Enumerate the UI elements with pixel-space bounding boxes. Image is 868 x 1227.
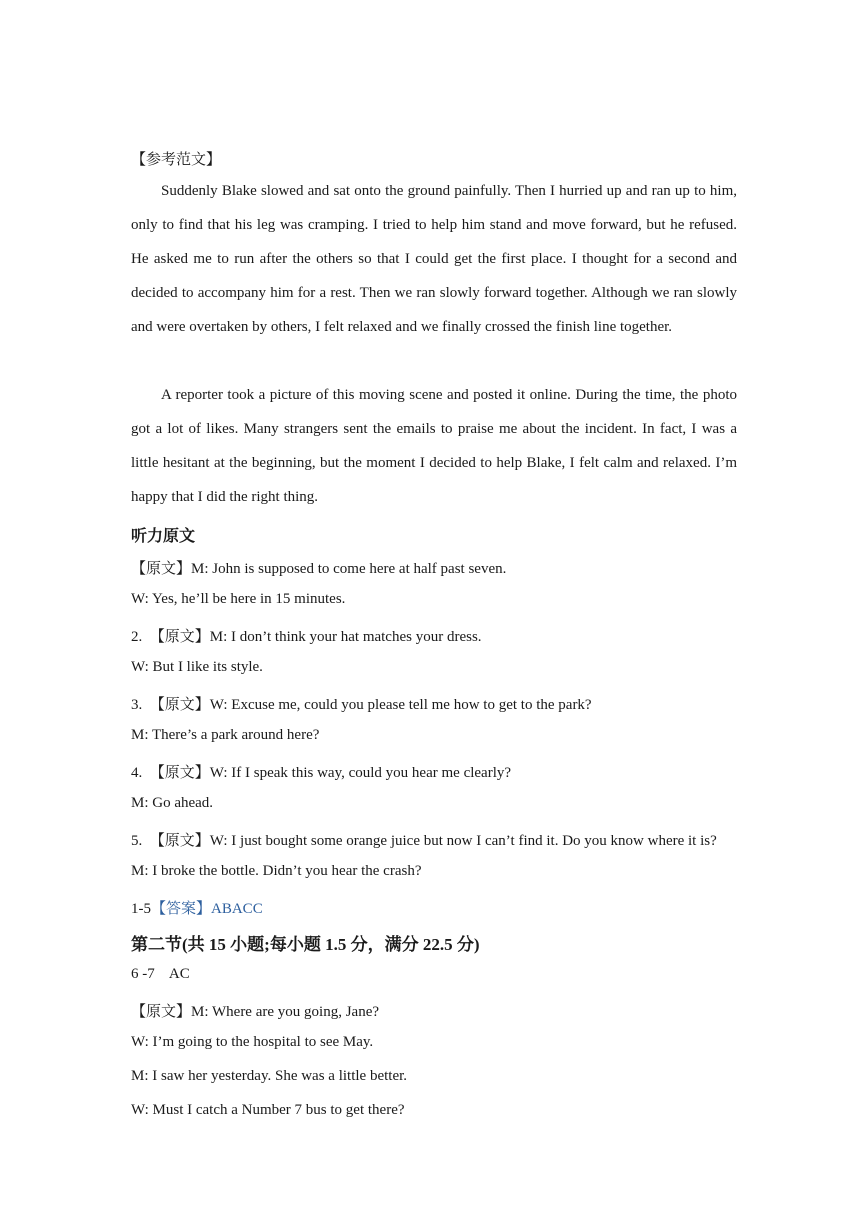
- transcript-tag: 【原文】: [131, 561, 192, 577]
- transcript-6-line-2: M: I saw her yesterday. She was a little better.: [131, 1068, 408, 1084]
- question-number: 2.: [131, 629, 143, 645]
- answer-range: 1-5: [131, 901, 151, 917]
- transcript-text: W: If I speak this way, could you hear me clearly?: [209, 765, 512, 781]
- transcript-5: [131, 829, 717, 850]
- transcript-2: [131, 625, 482, 646]
- answer-tag: 【答案】: [151, 901, 212, 917]
- transcript-4-reply: M: Go ahead.: [131, 795, 214, 811]
- section-2-heading: 第二节(共 15 小题;每小题 1.5 分，满分 22.5 分): [131, 935, 480, 954]
- reference-essay-heading: 【参考范文】: [131, 152, 222, 168]
- answer-1-5: [131, 897, 263, 918]
- transcript-4: [131, 761, 511, 782]
- transcript-tag: 【原文】: [149, 765, 210, 781]
- transcript-3-reply: M: There’s a park around here?: [131, 727, 320, 743]
- transcript-tag: 【原文】: [149, 833, 210, 849]
- transcript-3: [131, 693, 592, 714]
- transcript-text: M: I don’t think your hat matches your dress.: [209, 629, 482, 645]
- transcript-text: M: John is supposed to come here at half past seven.: [191, 561, 507, 577]
- transcript-text: M: Where are you going, Jane?: [191, 1004, 380, 1020]
- transcript-1-reply: W: Yes, he’ll be here in 15 minutes.: [131, 591, 346, 607]
- transcript-tag: 【原文】: [149, 697, 210, 713]
- transcript-6-line-1: W: I’m going to the hospital to see May.: [131, 1034, 374, 1050]
- listening-heading: 听力原文: [131, 528, 196, 545]
- transcript-1: [131, 557, 506, 578]
- transcript-tag: 【原文】: [149, 629, 210, 645]
- transcript-tag: 【原文】: [131, 1004, 192, 1020]
- answer-value: ABACC: [211, 901, 263, 917]
- answer-6-7: 6 -7 AC: [131, 966, 190, 982]
- question-number: 5.: [131, 833, 143, 849]
- question-number: 4.: [131, 765, 143, 781]
- transcript-text: W: I just bought some orange juice but now I can’t find it. Do you know where it is?: [209, 833, 717, 849]
- transcript-6-line-3: W: Must I catch a Number 7 bus to get there?: [131, 1102, 405, 1118]
- transcript-text: W: Excuse me, could you please tell me how to get to the park?: [209, 697, 592, 713]
- question-number: 3.: [131, 697, 143, 713]
- transcript-2-reply: W: But I like its style.: [131, 659, 263, 675]
- essay-paragraph-1: Suddenly Blake slowed and sat onto the ground painfully. Then I hurried up and ran up to him, only to find that his leg was cramping. I tried to help him stand and move forward, but he refused. He asked me to run after the others so that I could get the first place. I thought for a second and decided to accompany him for a rest. Then we ran slowly forward together. Although we ran slowly and were overtaken by others, I felt relaxed and we finally crossed the finish line together.: [131, 183, 737, 335]
- transcript-5-reply: M: I broke the bottle. Didn’t you hear the crash?: [131, 863, 422, 879]
- essay-paragraph-2: A reporter took a picture of this moving scene and posted it online. During the time, the photo got a lot of likes. Many strangers sent the emails to praise me about the incident. In fact, I was a little hesitant at the beginning, but the moment I decided to help Blake, I felt calm and relaxed. I’m happy that I did the right thing.: [131, 387, 737, 505]
- transcript-6: [131, 1000, 379, 1021]
